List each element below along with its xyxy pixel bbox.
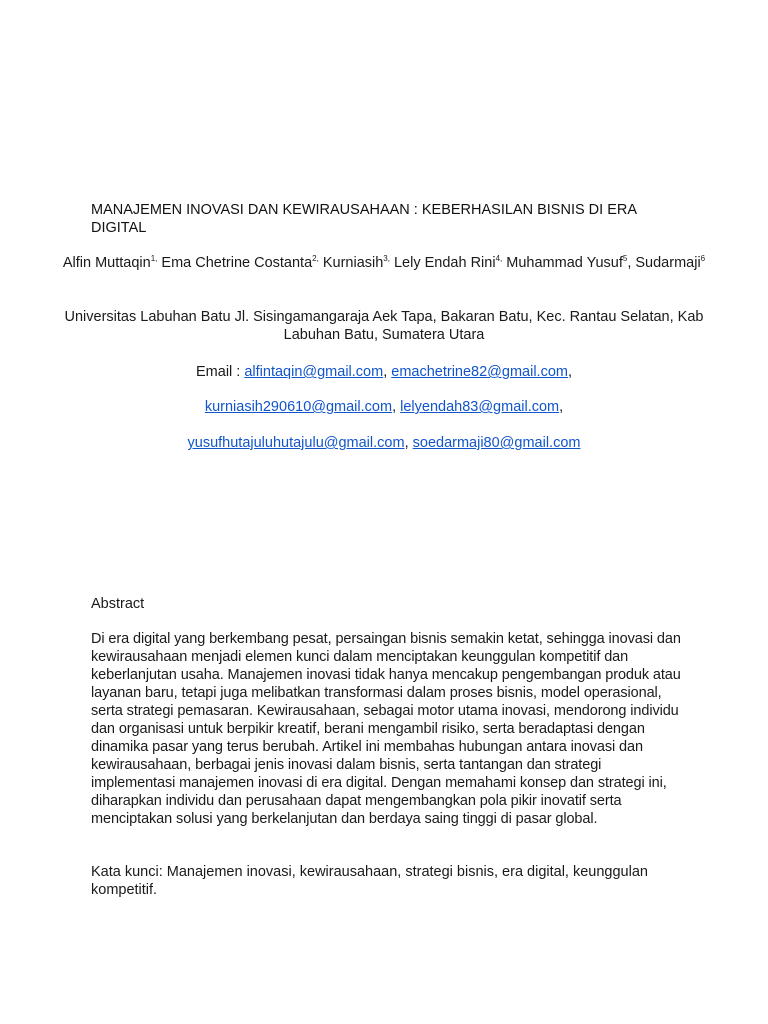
abstract-heading: Abstract [91,596,145,612]
email-separator: , [383,364,392,380]
keywords-text: : Manajemen inovasi, kewirausahaan, strategi bisnis, era digital, keunggulan kompetitif. [91,864,648,898]
email-separator: , [559,399,564,415]
email-line-3 [60,434,708,452]
paper-title: MANAJEMEN INOVASI DAN KEWIRAUSAHAAN : KEBERHASILAN BISNIS DI ERA DIGITAL [91,202,637,236]
email-separator: , [404,435,413,451]
author-affiliation-mark: 3, [383,254,390,263]
email-link[interactable]: emachetrine82@gmail.com [391,364,568,380]
author-affiliation-mark: 4, [495,254,503,263]
email-line-2 [60,398,708,416]
author-name: Lely Endah Rini [389,255,496,271]
keywords [91,863,687,899]
email-link[interactable]: soedarmaji80@gmail.com [412,435,581,451]
email-link[interactable]: yusufhutajuluhutajulu@gmail.com [187,435,405,451]
author-name: Kurniasih [318,255,384,271]
abstract-text: Di era digital yang berkembang pesat, persaingan bisnis semakin ketat, sehingga inovasi dan kewirausahaan menjadi elemen kunci dalam menciptakan keunggulan kompetitif dan keberlanjutan usaha. Manajemen inovasi tidak hanya mencakup pengembangan produk atau layanan baru, tetapi juga melibatkan transformasi dalam proses bisnis, model operasional, serta strategi pemasaran. Kewirausahaan, sebagai motor utama inovasi, mendorong individu dan organisasi untuk berpikir kreatif, berani mengambil risiko, serta beradaptasi dengan dinamika pasar yang terus berubah. Artikel ini membahas hubungan antara inovasi dan kewirausahaan, berbagai jenis inovasi dalam bisnis, serta tantangan dan strategi implementasi manajemen inovasi di era digital. Dengan memahami konsep dan strategi ini, diharapkan individu dan perusahaan dapat mengembangkan pola pikir inovatif serta menciptakan solusi yang berkelanjutan dan berdaya saing tinggi di pasar global. [91,631,681,827]
author-affiliation: Universitas Labuhan Batu Jl. Sisingamangaraja Aek Tapa, Bakaran Batu, Kec. Rantau Selatan, Kab Labuhan Batu, Sumatera Utara [64,309,704,343]
email-link[interactable]: lelyendah83@gmail.com [400,399,560,415]
keywords-label: Kata kunci [91,864,159,880]
author-name: Ema Chetrine Costanta [157,255,313,271]
author-name: Alfin Muttaqin [62,255,151,271]
email-separator: , [567,364,572,380]
email-line-1 [60,363,708,381]
author-affiliation-mark: 6 [700,254,706,263]
email-label: Email : [196,364,245,380]
author-list [60,254,708,272]
email-link[interactable]: alfintaqin@gmail.com [244,364,384,380]
author-affiliation-mark: 2, [312,254,319,263]
email-separator: , [392,399,401,415]
author-affiliation-mark: 5 [622,254,628,263]
email-link[interactable]: kurniasih290610@gmail.com [204,399,393,415]
author-name: , Sudarmaji [627,255,701,271]
author-name: Muhammad Yusuf [502,255,623,271]
author-affiliation-mark: 1, [150,254,158,263]
